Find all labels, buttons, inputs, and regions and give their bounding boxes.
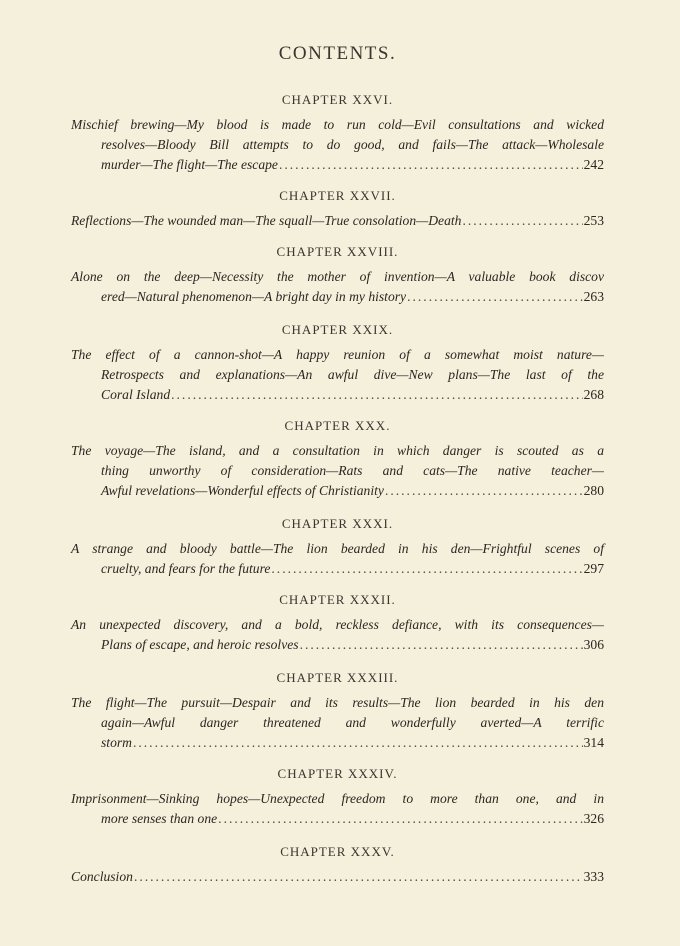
summary-line: The flight—The pursuit—Despair and its results—The lion bearded in his den (71, 695, 604, 710)
summary-line: Retrospects and explanations—An awful dive—New plans—The last of the (101, 367, 604, 382)
chapter-entry (71, 765, 604, 829)
summary-line: again—Awful danger threatened and wonderfully averted—A terrific (101, 715, 604, 730)
chapter-entry (71, 591, 604, 655)
dot-leader (385, 481, 583, 501)
summary-line: Imprisonment—Sinking hopes—Unexpected freedom to more than one, and in (71, 791, 604, 806)
chapter-heading: CHAPTER XXXII. (279, 592, 396, 607)
dot-leader (218, 809, 582, 829)
chapter-summary (71, 345, 604, 405)
summary-line-text: Conclusion (71, 869, 133, 884)
page-number: 253 (583, 213, 604, 228)
chapter-heading: CHAPTER XXXV. (280, 844, 395, 859)
summary-last-line (71, 385, 604, 405)
chapter-entry (71, 321, 604, 405)
page-title: CONTENTS. (278, 43, 397, 64)
chapter-summary (71, 867, 604, 887)
chapter-heading: CHAPTER XXXIII. (276, 670, 399, 685)
page-number: 306 (583, 637, 604, 652)
chapter-summary (71, 115, 604, 175)
chapter-entry (71, 669, 604, 753)
summary-line: The voyage—The island, and a consultation in which danger is scouted as a (71, 443, 604, 458)
dot-leader (171, 385, 582, 405)
summary-line: Mischief brewing—My blood is made to run cold—Evil consultations and wicked (71, 117, 604, 132)
chapter-heading: CHAPTER XXVIII. (276, 244, 399, 259)
summary-line: An unexpected discovery, and a bold, reckless defiance, with its consequences— (71, 617, 604, 632)
summary-line-text: storm (101, 735, 132, 750)
dot-leader (462, 211, 582, 231)
chapter-heading: CHAPTER XXVI. (281, 92, 394, 107)
page-number: 326 (583, 811, 604, 826)
chapter-heading: CHAPTER XXVII. (279, 188, 396, 203)
page-number: 242 (583, 157, 604, 172)
dot-leader (300, 635, 583, 655)
summary-line-text: cruelty, and fears for the future (101, 561, 271, 576)
summary-line: A strange and bloody battle—The lion bearded in his den—Frightful scenes of (71, 541, 604, 556)
summary-line: resolves—Bloody Bill attempts to do good, and fails—The attack—Wholesale (101, 137, 604, 152)
chapter-summary (71, 693, 604, 753)
chapter-heading: CHAPTER XXIX. (281, 322, 394, 337)
page-number: 268 (583, 387, 604, 402)
chapter-heading: CHAPTER XXXIV. (277, 766, 398, 781)
chapter-heading: CHAPTER XXXI. (281, 516, 394, 531)
chapter-entry (71, 243, 604, 307)
chapter-summary (71, 789, 604, 829)
chapter-summary (71, 267, 604, 307)
summary-last-line (71, 733, 604, 753)
chapter-entry (71, 515, 604, 579)
summary-last-line (71, 809, 604, 829)
page-number: 297 (583, 561, 604, 576)
chapter-summary (71, 441, 604, 501)
chapter-entry (71, 843, 604, 887)
summary-line-text: Plans of escape, and heroic resolves (101, 637, 299, 652)
chapter-heading: CHAPTER XXX. (284, 418, 391, 433)
dot-leader (407, 287, 583, 307)
summary-last-line (71, 559, 604, 579)
summary-last-line (71, 481, 604, 501)
summary-last-line (71, 867, 604, 887)
summary-line-text: Awful revelations—Wonderful effects of Christianity (101, 483, 384, 498)
dot-leader (133, 733, 583, 753)
page-number: 314 (583, 735, 604, 750)
summary-line: thing unworthy of consideration—Rats and cats—The native teacher— (101, 463, 604, 478)
summary-line-text: Reflections—The wounded man—The squall—True consolation—Death (71, 213, 462, 228)
summary-line: Alone on the deep—Necessity the mother of invention—A valuable book discov (71, 269, 604, 284)
summary-last-line (71, 211, 604, 231)
summary-line-text: Coral Island (101, 387, 171, 402)
chapter-entry (71, 91, 604, 175)
chapter-summary (71, 615, 604, 655)
page-number: 280 (583, 483, 604, 498)
chapter-summary (71, 539, 604, 579)
summary-line: The effect of a cannon-shot—A happy reunion of a somewhat moist nature— (71, 347, 604, 362)
chapter-entry (71, 187, 604, 231)
dot-leader (279, 155, 583, 175)
summary-line-text: murder—The flight—The escape (101, 157, 278, 172)
page-number: 333 (583, 869, 604, 884)
summary-line-text: more senses than one (101, 811, 218, 826)
dot-leader (134, 867, 583, 887)
summary-last-line (71, 287, 604, 307)
summary-line-text: ered—Natural phenomenon—A bright day in my history (101, 289, 407, 304)
chapter-list (71, 91, 604, 887)
chapter-entry (71, 417, 604, 501)
summary-last-line (71, 155, 604, 175)
dot-leader (271, 559, 582, 579)
summary-last-line (71, 635, 604, 655)
page-number: 263 (583, 289, 604, 304)
chapter-summary (71, 211, 604, 231)
